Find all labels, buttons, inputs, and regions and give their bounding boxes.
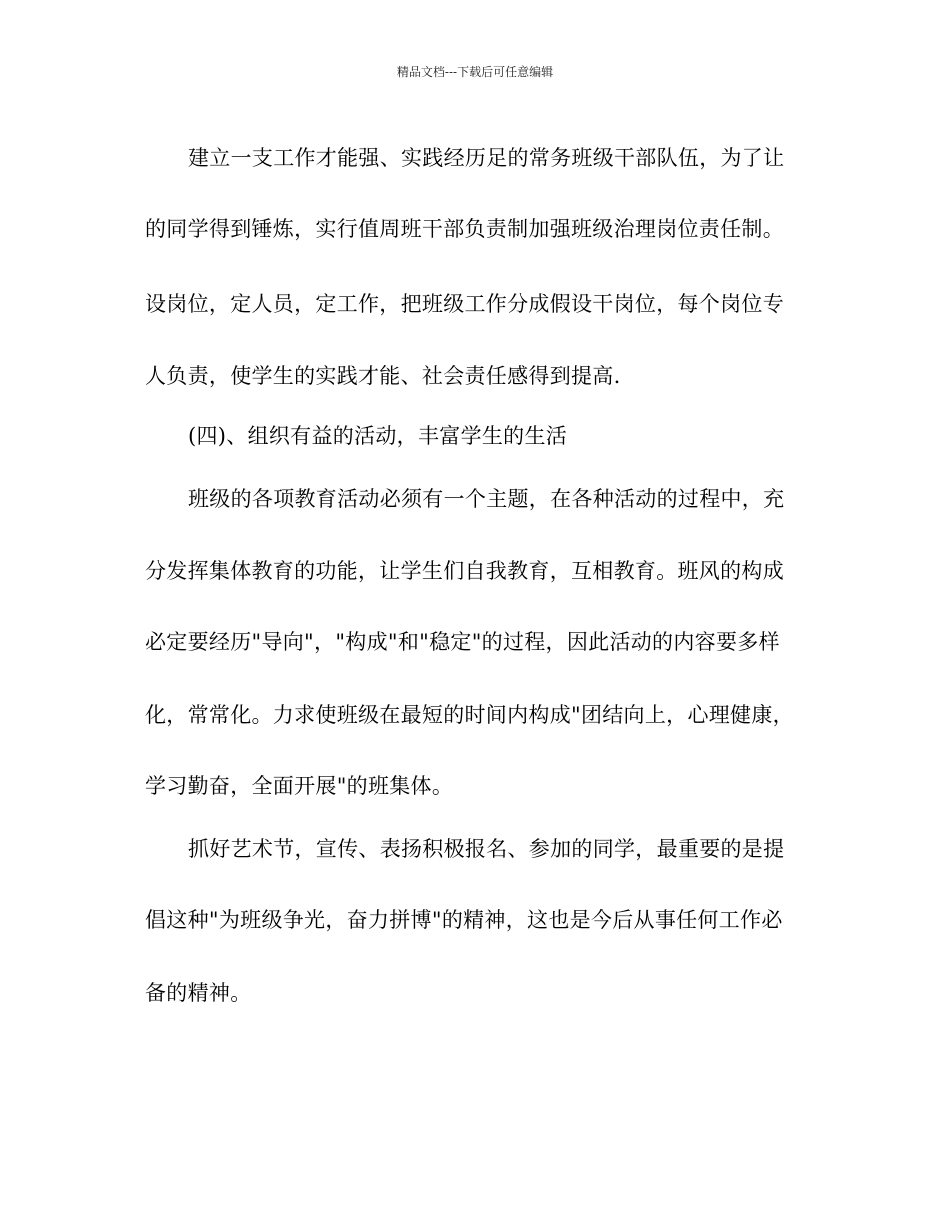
paragraph-line: 分发挥集体教育的功能，让学生们自我教育，互相教育。班风的构成 (145, 559, 784, 583)
paragraph-line: 建立一支工作才能强、实践经历足的常务班级干部队伍，为了让 (188, 146, 785, 170)
paragraph-line: 班级的各项教育活动必须有一个主题，在各种活动的过程中，充 (188, 487, 785, 511)
paragraph-line: 倡这种"为班级争光，奋力拼博"的精神，这也是今后从事任何工作必 (145, 908, 783, 932)
paragraph-line: 必定要经历"导向"，"构成"和"稳定"的过程，因此活动的内容要多样 (145, 630, 780, 654)
paragraph-line: 设岗位，定人员，定工作，把班级工作分成假设干岗位，每个岗位专 (145, 292, 784, 316)
paragraph-line: 学习勤奋，全面开展"的班集体。 (145, 774, 454, 798)
paragraph-line: 化，常常化。力求使班级在最短的时间内构成"团结向上，心理健康， (145, 703, 794, 727)
paragraph-line: 人负责，使学生的实践才能、社会责任感得到提高. (145, 364, 621, 388)
paragraph-line: 备的精神。 (145, 981, 252, 1005)
paragraph-line: 抓好艺术节，宣传、表扬积极报名、参加的同学，最重要的是提 (188, 837, 785, 861)
section-heading: (四)、组织有益的活动，丰富学生的生活 (188, 424, 568, 448)
paragraph-line: 的同学得到锤炼，实行值周班干部负责制加强班级治理岗位责任制。 (145, 217, 784, 241)
page-header: 精品文档---下载后可任意编辑 (396, 65, 554, 79)
